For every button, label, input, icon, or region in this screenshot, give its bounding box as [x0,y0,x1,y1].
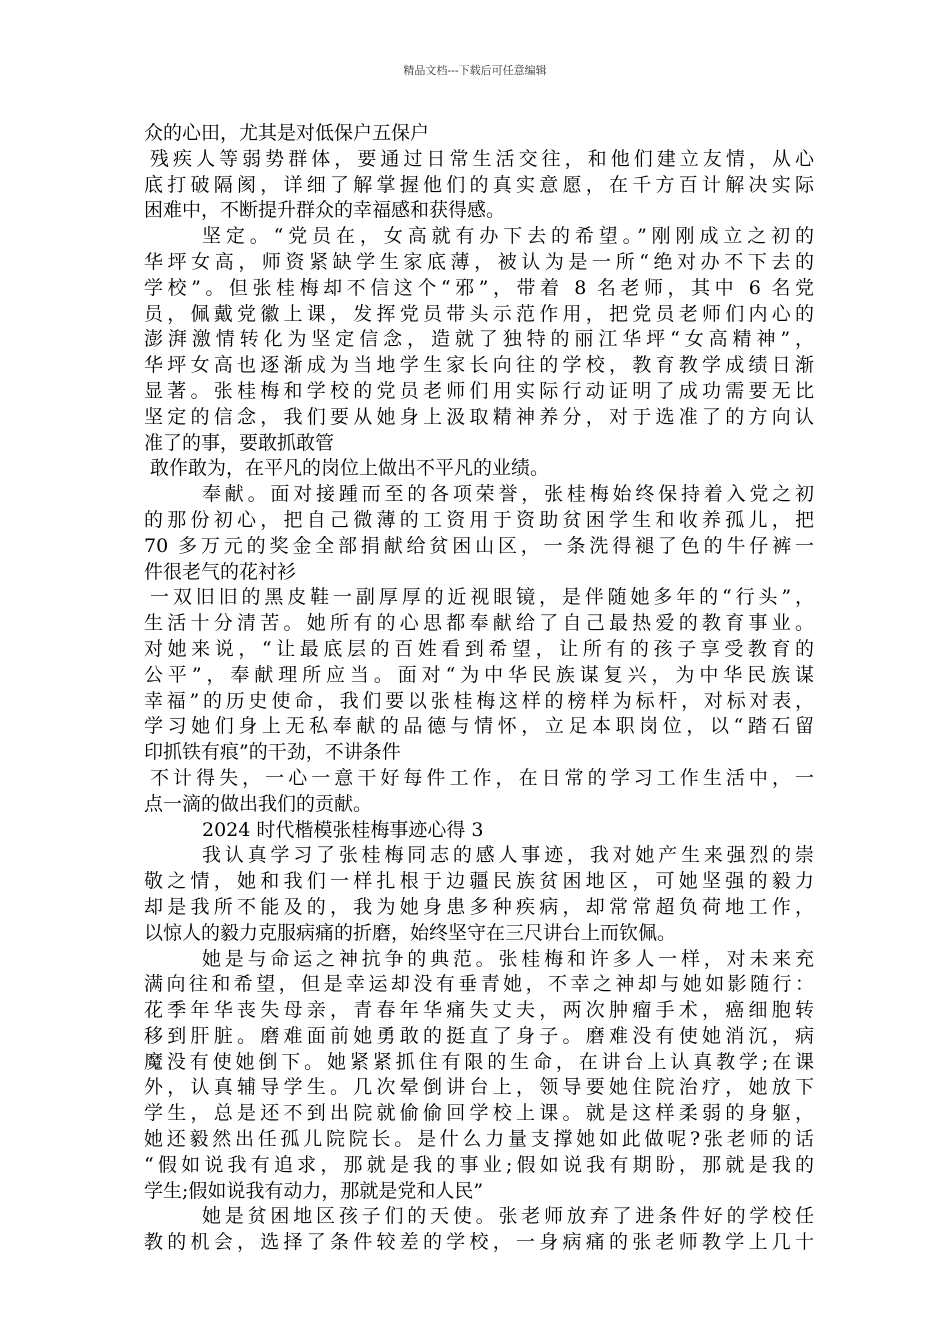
text-line: 残疾人等弱势群体，要通过日常生活交往，和他们建立友情，从心 [150,147,814,170]
text-line: 印抓铁有痕”的干劲，不讲条件 [144,741,401,764]
text-line: 满向往和希望，但是幸运却没有垂青她，不幸之神却与她如影随行： [144,973,814,996]
text-line: 敢作敢为，在平凡的岗位上做出不平凡的业绩。 [150,457,550,480]
text-line: 奉献。面对接踵而至的各项荣誉，张桂梅始终保持着入党之初 [202,483,814,506]
text-line: 移到肝脏。磨难面前她勇敢的挺直了身子。磨难没有使她消沉，病 [144,1024,814,1047]
text-line: 生活十分清苦。她所有的心思都奉献给了自己最热爱的教育事业。 [144,612,814,635]
text-line: 坚定。“党员在，女高就有办下去的希望。”刚刚成立之初的 [202,225,814,248]
text-line: 一双旧旧的黑皮鞋一副厚厚的近视眼镜，是伴随她多年的“行头”， [150,586,814,609]
text-line: 教的机会，选择了条件较差的学校，一身病痛的张老师教学上几十 [144,1231,814,1254]
text-line: 准了的事，要敢抓敢管 [144,431,335,454]
text-line: 员，佩戴党徽上课，发挥党员带头示范作用，把党员老师们内心的 [144,302,814,325]
text-line: 学生;假如说我有动力，那就是党和人民” [144,1179,484,1202]
text-line: 不计得失，一心一意干好每件工作，在日常的学习工作生活中，一 [150,766,814,789]
text-line: 学习她们身上无私奉献的品德与情怀，立足本职岗位，以“踏石留 [144,715,814,738]
text-line: 华坪女高，师资紧缺学生家底薄，被认为是一所“绝对办不下去的 [144,250,814,273]
text-line: 幸福”的历史使命，我们要以张桂梅这样的榜样为标杆，对标对表， [144,689,814,712]
text-line: 底打破隔阂，详细了解掌握他们的真实意愿，在千方百计解决实际 [144,173,814,196]
text-line: 澎湃激情转化为坚定信念，造就了独特的丽江华坪“女高精神”， [144,328,814,351]
text-line: 困难中，不断提升群众的幸福感和获得感。 [144,199,506,222]
text-line: 对她来说，“让最底层的百姓看到希望，让所有的孩子享受教育的 [144,637,814,660]
text-line: 她还毅然出任孤儿院院长。是什么力量支撑她如此做呢?张老师的话 [144,1128,814,1151]
text-line: 花季年华丧失母亲，青春年华痛失丈夫，两次肿瘤手术，癌细胞转 [144,999,814,1022]
text-line: 却是我所不能及的，我为她身患多种疾病，却常常超负荷地工作， [144,895,814,918]
text-line: 显著。张桂梅和学校的党员老师们用实际行动证明了成功需要无比 [144,379,814,402]
text-line: 2024 时代楷模张桂梅事迹心得 3 [202,818,484,841]
page-header: 精品文档---下载后可任意编辑 [403,64,547,77]
text-line: 魔没有使她倒下。她紧紧抓住有限的生命，在讲台上认真教学;在课 [144,1050,814,1073]
text-line: 我认真学习了张桂梅同志的感人事迹，我对她产生来强烈的崇 [202,844,814,867]
text-line: 的那份初心，把自己微薄的工资用于资助贫困学生和收养孤儿，把 [144,508,814,531]
text-line: 公平”，奉献理所应当。面对“为中华民族谋复兴，为中华民族谋 [144,663,814,686]
text-line: 外，认真辅导学生。几次晕倒讲台上，领导要她住院治疗，她放下 [144,1076,814,1099]
text-line: 她是与命运之神抗争的典范。张桂梅和许多人一样，对未来充 [202,947,814,970]
text-line: 敬之情，她和我们一样扎根于边疆民族贫困地区，可她坚强的毅力 [144,870,814,893]
text-line: 件很老气的花衬衫 [144,560,297,583]
document-body [144,121,814,1256]
text-line: 华坪女高也逐渐成为当地学生家长向往的学校，教育教学成绩日渐 [144,354,814,377]
text-line: 她是贫困地区孩子们的天使。张老师放弃了进条件好的学校任 [202,1205,814,1228]
text-line: 学校”。但张桂梅却不信这个“邪”，带着 8 名老师，其中 6 名党 [144,276,814,299]
text-line: 以惊人的毅力克服病痛的折磨，始终坚守在三尺讲台上而钦佩。 [144,921,677,944]
text-line: 学生，总是还不到出院就偷偷回学校上课。就是这样柔弱的身躯， [144,1102,814,1125]
text-line: 众的心田，尤其是对低保户五保户 [144,122,430,144]
text-line: “假如说我有追求，那就是我的事业;假如说我有期盼，那就是我的 [144,1153,814,1176]
text-line: 点一滴的做出我们的贡献。 [144,792,373,815]
text-line: 70 多万元的奖金全部捐献给贫困山区，一条洗得褪了色的牛仔裤一 [144,534,814,557]
text-line: 坚定的信念，我们要从她身上汲取精神养分，对于选准了的方向认 [144,405,814,428]
